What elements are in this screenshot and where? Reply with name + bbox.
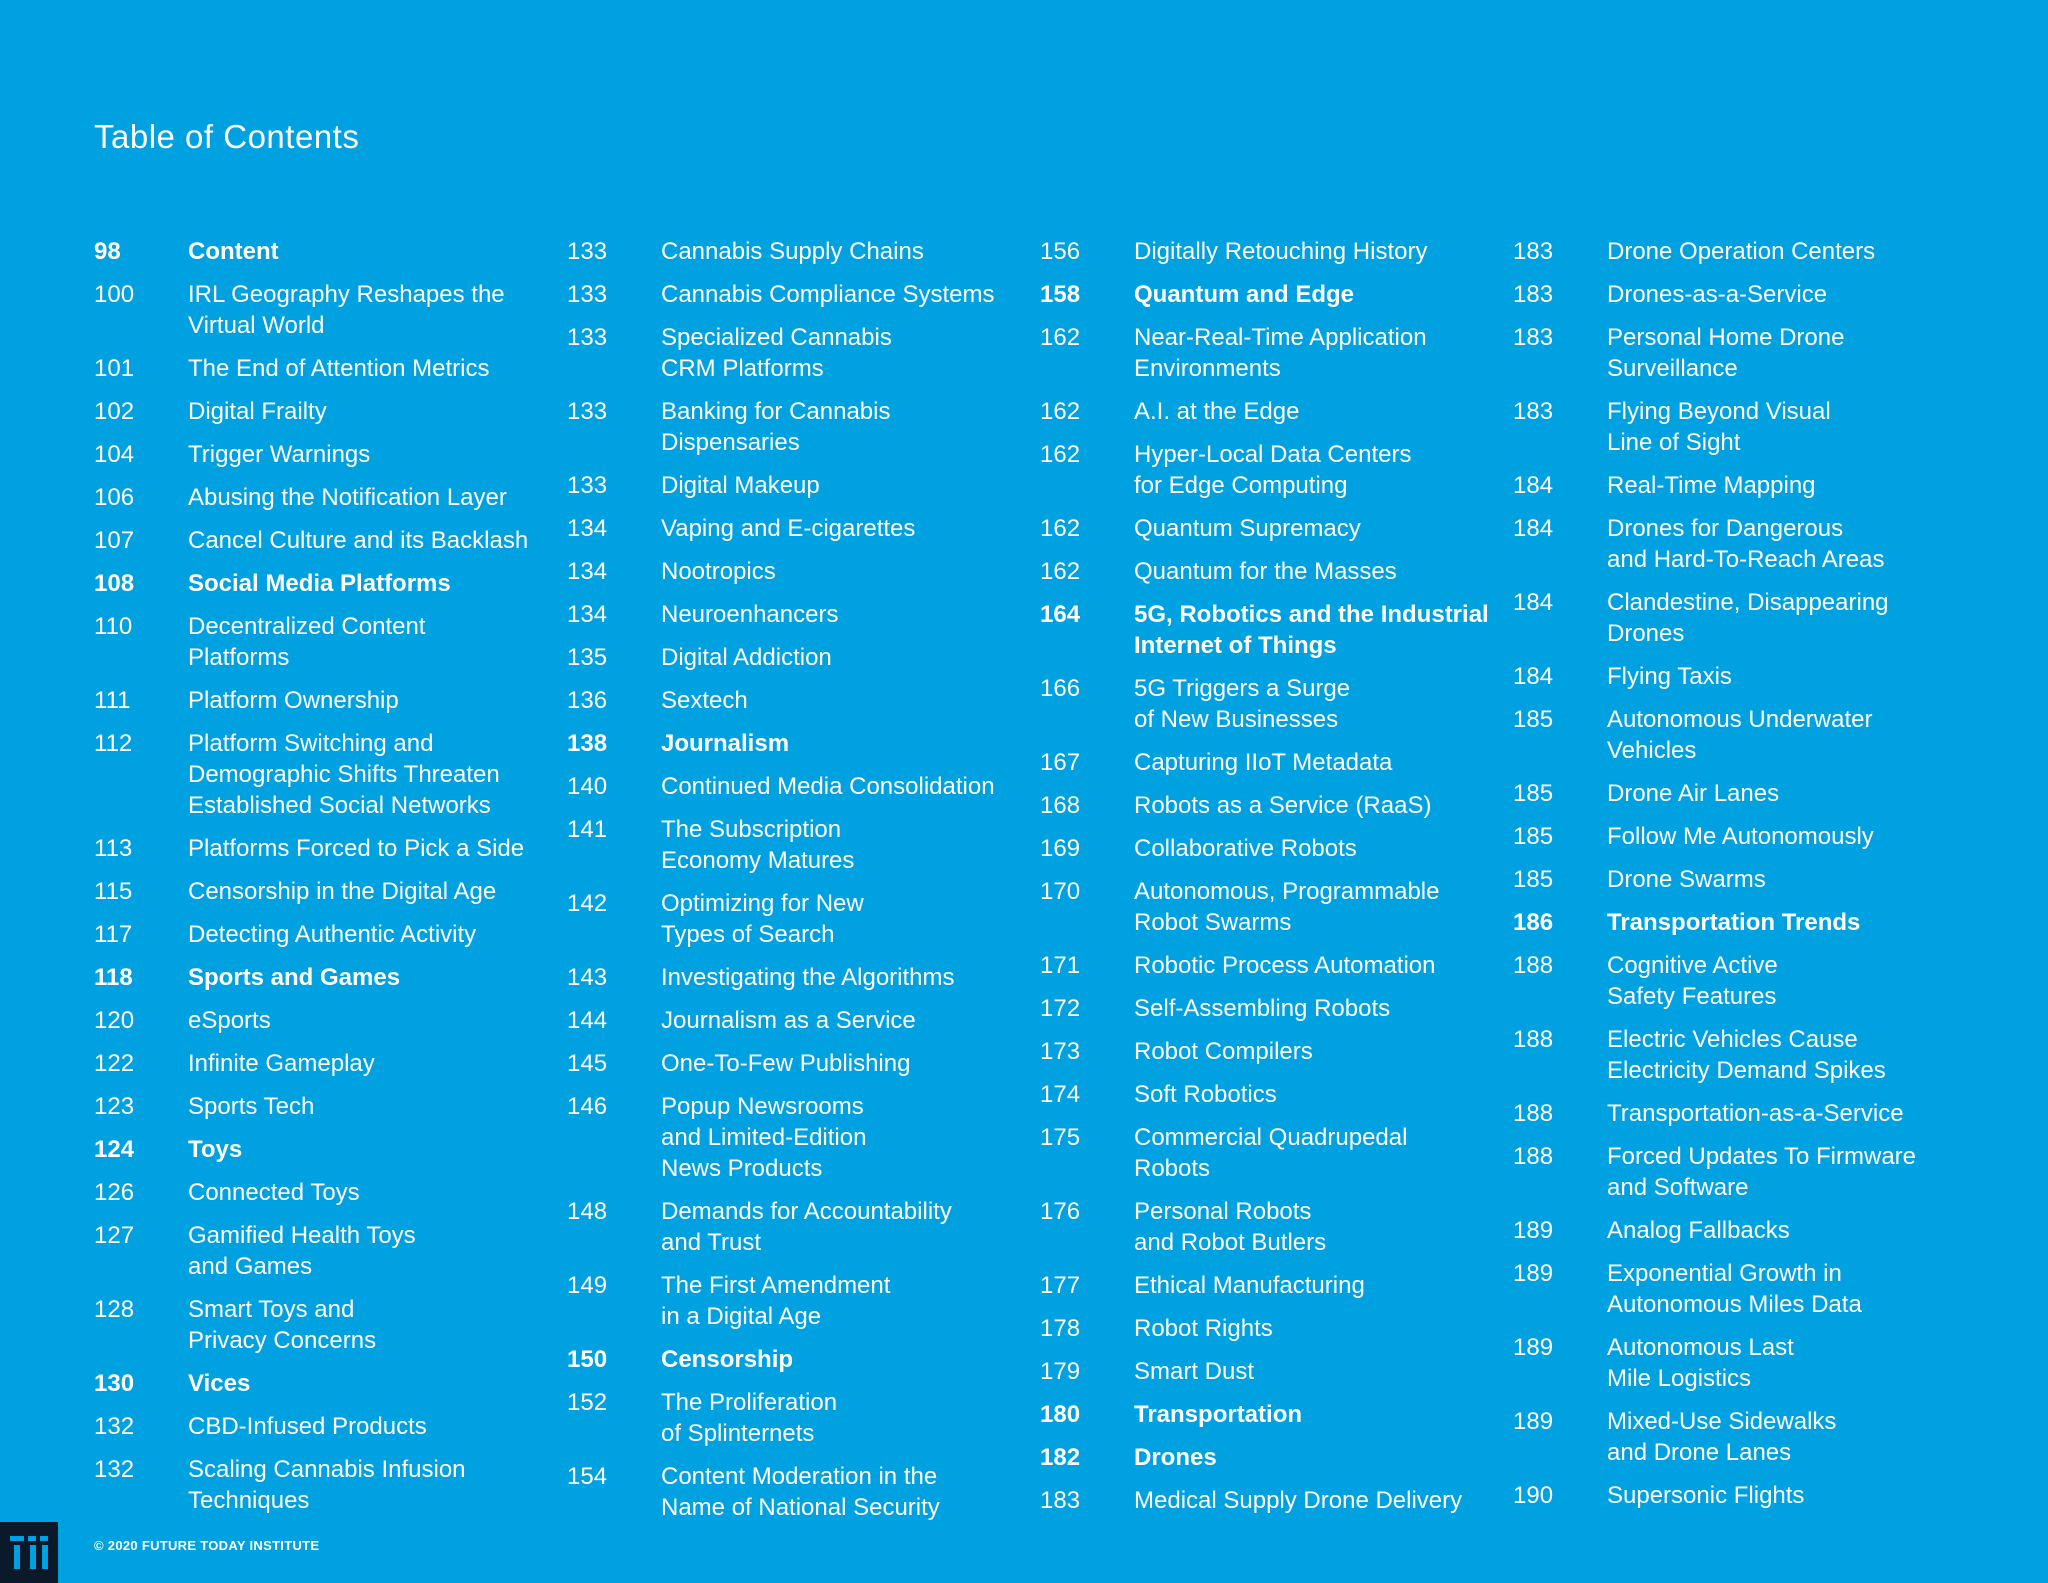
toc-page-number: 102 [94,398,135,425]
toc-section-entry [1513,907,1983,938]
toc-entry [1513,864,1983,895]
toc-page-number: 184 [1513,663,1554,690]
toc-page-number: 133 [567,238,608,265]
toc-page-number: 170 [1040,878,1081,905]
toc-entry [94,919,564,950]
toc-page-number: 145 [567,1050,608,1077]
toc-entry-title: The End of Attention Metrics [188,355,490,382]
toc-page-number: 124 [94,1136,135,1163]
toc-page-number: 188 [1513,1143,1554,1170]
toc-entry [94,728,564,821]
toc-page-number: 132 [94,1413,135,1440]
toc-page-number: 127 [94,1222,135,1249]
toc-entry-title: Popup Newsrooms and Limited-Edition News Products [661,1093,867,1182]
toc-entry [94,1091,564,1122]
toc-page-number: 183 [1513,324,1554,351]
toc-entry-title: Cannabis Supply Chains [661,238,924,265]
toc-page-number: 162 [1040,515,1081,542]
toc-entry-title: Self-Assembling Robots [1134,995,1391,1022]
toc-page-number: 154 [567,1463,608,1490]
toc-entry [567,1461,1037,1523]
toc-entry [1513,1258,1983,1320]
toc-page-number: 178 [1040,1315,1081,1342]
toc-page-number: 190 [1513,1482,1554,1509]
toc-column-2 [567,236,1037,1535]
toc-page-number: 123 [94,1093,135,1120]
toc-entry-title: One-To-Few Publishing [661,1050,911,1077]
toc-entry [1040,833,1510,864]
toc-entry [94,1177,564,1208]
toc-entry-title: Journalism as a Service [661,1007,916,1034]
toc-entry [567,888,1037,950]
toc-entry-title: Quantum and Edge [1134,281,1355,308]
toc-entry-title: Soft Robotics [1134,1081,1277,1108]
toc-entry [94,611,564,673]
toc-entry [1513,1480,1983,1511]
toc-entry-title: CBD-Infused Products [188,1413,427,1440]
toc-entry-title: Robot Rights [1134,1315,1273,1342]
toc-column-1 [94,236,564,1528]
toc-page-number: 115 [94,878,133,905]
toc-column-3 [1040,236,1510,1528]
toc-entry [567,513,1037,544]
toc-page-number: 126 [94,1179,135,1206]
toc-entry [1513,1406,1983,1468]
toc-entry [567,1048,1037,1079]
toc-page-number: 171 [1040,952,1081,979]
toc-entry-title: Robots as a Service (RaaS) [1134,792,1432,819]
toc-entry [1040,950,1510,981]
toc-entry [1040,1313,1510,1344]
toc-page-number: 166 [1040,675,1081,702]
toc-entry-title: Electric Vehicles Cause Electricity Demand Spikes [1607,1026,1886,1084]
toc-entry-title: Clandestine, Disappearing Drones [1607,589,1889,647]
toc-entry-title: Connected Toys [188,1179,360,1206]
toc-entry [567,814,1037,876]
toc-entry [1513,704,1983,766]
toc-page-number: 185 [1513,706,1554,733]
toc-entry-title: eSports [188,1007,271,1034]
toc-entry [567,1196,1037,1258]
toc-page-number: 179 [1040,1358,1081,1385]
toc-entry-title: A.I. at the Edge [1134,398,1300,425]
toc-entry-title: Content Moderation in the Name of National Security [661,1463,940,1521]
toc-section-entry [567,728,1037,759]
toc-entry-title: Digitally Retouching History [1134,238,1428,265]
toc-page-number: 142 [567,890,608,917]
toc-entry-title: Sextech [661,687,748,714]
toc-entry [94,482,564,513]
toc-entry [1513,322,1983,384]
toc-entry-title: Content [188,238,279,265]
toc-entry [1040,1270,1510,1301]
toc-entry-title: IRL Geography Reshapes the Virtual World [188,281,505,339]
fti-logo-icon [0,1522,58,1583]
toc-entry [1513,587,1983,649]
toc-section-entry [94,1368,564,1399]
toc-section-entry [1040,599,1510,661]
toc-page-number: 134 [567,601,608,628]
toc-entry-title: Vaping and E-cigarettes [661,515,916,542]
toc-entry-title: Medical Supply Drone Delivery [1134,1487,1463,1514]
toc-entry-title: Trigger Warnings [188,441,371,468]
toc-entry-title: Cannabis Compliance Systems [661,281,995,308]
toc-entry-title: Near-Real-Time Application Environments [1134,324,1427,382]
toc-page-number: 130 [94,1370,135,1397]
toc-page-number: 186 [1513,909,1554,936]
toc-page-number: 185 [1513,866,1554,893]
toc-entry-title: Follow Me Autonomously [1607,823,1874,850]
toc-entry [567,396,1037,458]
toc-entry-title: Autonomous Underwater Vehicles [1607,706,1873,764]
toc-entry-title: Vices [188,1370,251,1397]
toc-entry [567,279,1037,310]
toc-entry-title: The Subscription Economy Matures [661,816,855,874]
toc-entry-title: Detecting Authentic Activity [188,921,477,948]
toc-entry-title: Drones for Dangerous and Hard-To-Reach Areas [1607,515,1885,573]
toc-entry-title: Scaling Cannabis Infusion Techniques [188,1456,466,1514]
toc-page-number: 167 [1040,749,1081,776]
toc-entry-title: Abusing the Notification Layer [188,484,507,511]
toc-page-number: 133 [567,324,608,351]
toc-entry [1040,790,1510,821]
toc-page-number: 104 [94,441,135,468]
toc-entry-title: Sports Tech [188,1093,315,1120]
toc-page-number: 158 [1040,281,1081,308]
toc-entry-title: Nootropics [661,558,776,585]
toc-entry [1040,1356,1510,1387]
toc-entry-title: Drones-as-a-Service [1607,281,1828,308]
toc-entry-title: Platform Ownership [188,687,399,714]
toc-page-number: 120 [94,1007,135,1034]
toc-column-4 [1513,236,1983,1523]
toc-entry [94,1005,564,1036]
toc-page-number: 183 [1513,281,1554,308]
toc-entry [1513,1332,1983,1394]
toc-entry-title: Quantum Supremacy [1134,515,1361,542]
toc-page-number: 162 [1040,398,1081,425]
toc-page-number: 183 [1513,398,1554,425]
toc-page-number: 164 [1040,601,1081,628]
toc-section-entry [94,236,564,267]
toc-page-number: 169 [1040,835,1081,862]
toc-entry [94,279,564,341]
toc-entry [94,685,564,716]
toc-page-number: 188 [1513,1100,1554,1127]
toc-entry-title: Drone Swarms [1607,866,1766,893]
toc-page-number: 135 [567,644,608,671]
toc-page-number: 162 [1040,324,1081,351]
toc-entry-title: Drone Air Lanes [1607,780,1780,807]
toc-entry-title: Analog Fallbacks [1607,1217,1790,1244]
toc-entry [1513,778,1983,809]
toc-entry [1513,396,1983,458]
toc-entry-title: Cognitive Active Safety Features [1607,952,1778,1010]
toc-section-entry [1040,1442,1510,1473]
toc-entry-title: Digital Makeup [661,472,820,499]
toc-page-number: 184 [1513,472,1554,499]
toc-page-number: 111 [94,687,131,714]
toc-entry-title: Hyper-Local Data Centers for Edge Computing [1134,441,1412,499]
toc-entry-title: Digital Frailty [188,398,327,425]
toc-entry-title: Real-Time Mapping [1607,472,1816,499]
toc-page-number: 162 [1040,441,1081,468]
toc-entry [94,1220,564,1282]
toc-entry-title: Transportation-as-a-Service [1607,1100,1904,1127]
toc-entry-title: Autonomous, Programmable Robot Swarms [1134,878,1440,936]
toc-page-number: 118 [94,964,133,991]
toc-entry-title: Capturing IIoT Metadata [1134,749,1393,776]
toc-entry [1040,1079,1510,1110]
toc-page-number: 122 [94,1050,135,1077]
toc-entry-title: Demands for Accountability and Trust [661,1198,952,1256]
toc-entry [1040,747,1510,778]
toc-entry-title: Mixed-Use Sidewalks and Drone Lanes [1607,1408,1837,1466]
toc-entry-title: Infinite Gameplay [188,1050,375,1077]
toc-entry [1513,821,1983,852]
toc-entry-title: The Proliferation of Splinternets [661,1389,838,1447]
toc-entry-title: Ethical Manufacturing [1134,1272,1365,1299]
toc-entry [1513,1141,1983,1203]
toc-section-entry [567,1344,1037,1375]
toc-entry [567,470,1037,501]
toc-section-entry [94,962,564,993]
toc-page-number: 188 [1513,952,1554,979]
toc-page-number: 176 [1040,1198,1081,1225]
toc-page-number: 185 [1513,823,1554,850]
toc-entry [567,1387,1037,1449]
toc-page-number: 146 [567,1093,608,1120]
toc-entry-title: The First Amendment in a Digital Age [661,1272,891,1330]
toc-page-number: 117 [94,921,133,948]
toc-entry [1513,279,1983,310]
toc-entry [567,236,1037,267]
toc-entry [567,1270,1037,1332]
toc-entry-title: Cancel Culture and its Backlash [188,527,529,554]
toc-page-number: 173 [1040,1038,1081,1065]
toc-entry [567,1091,1037,1184]
toc-entry [1040,1485,1510,1516]
toc-page-number: 138 [567,730,608,757]
toc-entry [94,525,564,556]
toc-page-number: 177 [1040,1272,1081,1299]
toc-page-number: 140 [567,773,608,800]
toc-entry-title: Toys [188,1136,243,1163]
toc-entry-title: Quantum for the Masses [1134,558,1397,585]
toc-page-number: 162 [1040,558,1081,585]
toc-entry-title: Commercial Quadrupedal Robots [1134,1124,1408,1182]
toc-page-number: 149 [567,1272,608,1299]
toc-entry [1513,1215,1983,1246]
toc-entry [1040,673,1510,735]
toc-entry [1040,1036,1510,1067]
toc-entry-title: Journalism [661,730,790,757]
toc-page-number: 113 [94,835,133,862]
toc-entry [94,353,564,384]
toc-entry-title: Autonomous Last Mile Logistics [1607,1334,1794,1392]
toc-entry [1513,1024,1983,1086]
toc-entry-title: Personal Home Drone Surveillance [1607,324,1845,382]
toc-page-number: 150 [567,1346,608,1373]
toc-section-entry [1040,279,1510,310]
toc-entry [94,1411,564,1442]
toc-page-number: 168 [1040,792,1081,819]
toc-entry-title: Investigating the Algorithms [661,964,955,991]
toc-entry-title: Supersonic Flights [1607,1482,1805,1509]
toc-page-number: 110 [94,613,133,640]
toc-page-number: 188 [1513,1026,1554,1053]
toc-page-number: 180 [1040,1401,1081,1428]
toc-entry [1040,556,1510,587]
toc-page-number: 183 [1040,1487,1081,1514]
toc-page-number: 156 [1040,238,1081,265]
toc-entry-title: Continued Media Consolidation [661,773,995,800]
toc-entry-title: Exponential Growth in Autonomous Miles Data [1607,1260,1862,1318]
toc-page-number: 112 [94,730,133,757]
toc-page-number: 134 [567,515,608,542]
toc-entry [1513,950,1983,1012]
toc-entry [567,962,1037,993]
toc-entry [567,685,1037,716]
toc-entry [1513,661,1983,692]
toc-entry [567,556,1037,587]
toc-page-number: 183 [1513,238,1554,265]
toc-entry-title: 5G, Robotics and the Industrial Internet of Things [1134,601,1489,659]
toc-page-number: 174 [1040,1081,1081,1108]
toc-entry-title: Personal Robots and Robot Butlers [1134,1198,1327,1256]
toc-entry [1040,1196,1510,1258]
toc-page-number: 152 [567,1389,608,1416]
toc-entry [1040,993,1510,1024]
toc-entry [94,833,564,864]
toc-entry [94,1294,564,1356]
toc-entry-title: Digital Addiction [661,644,832,671]
toc-entry [1040,396,1510,427]
toc-page-number: 189 [1513,1334,1554,1361]
toc-entry [1040,322,1510,384]
toc-page-number: 184 [1513,589,1554,616]
toc-page-number: 184 [1513,515,1554,542]
toc-entry-title: Specialized Cannabis CRM Platforms [661,324,892,382]
toc-entry [567,642,1037,673]
toc-entry [567,771,1037,802]
toc-page-number: 143 [567,964,608,991]
toc-page-number: 100 [94,281,135,308]
toc-entry-title: 5G Triggers a Surge of New Businesses [1134,675,1351,733]
toc-entry-title: Collaborative Robots [1134,835,1357,862]
toc-entry-title: Decentralized Content Platforms [188,613,426,671]
toc-section-entry [94,1134,564,1165]
toc-entry-title: Drones [1134,1444,1217,1471]
toc-page-number: 133 [567,281,608,308]
toc-page-number: 107 [94,527,135,554]
toc-entry [1513,236,1983,267]
toc-section-entry [1040,1399,1510,1430]
toc-page-number: 108 [94,570,135,597]
toc-entry-title: Banking for Cannabis Dispensaries [661,398,891,456]
toc-page-number: 172 [1040,995,1081,1022]
page-title: Table of Contents [94,118,360,155]
toc-entry-title: Flying Beyond Visual Line of Sight [1607,398,1831,456]
toc-page-number: 134 [567,558,608,585]
toc-entry [1513,1098,1983,1129]
toc-entry-title: Forced Updates To Firmware and Software [1607,1143,1916,1201]
toc-page-number: 189 [1513,1408,1554,1435]
toc-page-number: 106 [94,484,135,511]
toc-page-number: 141 [567,816,608,843]
toc-page-number: 133 [567,398,608,425]
toc-entry-title: Platform Switching and Demographic Shifts Threaten Established Social Networks [188,730,500,819]
toc-entry-title: Transportation Trends [1607,909,1861,936]
toc-entry-title: Robot Compilers [1134,1038,1313,1065]
toc-entry-title: Sports and Games [188,964,401,991]
toc-entry [1040,439,1510,501]
toc-page-number: 144 [567,1007,608,1034]
toc-page-number: 189 [1513,1217,1554,1244]
toc-page-number: 128 [94,1296,135,1323]
toc-entry-title: Flying Taxis [1607,663,1732,690]
copyright-footer: © 2020 FUTURE TODAY INSTITUTE [94,1538,320,1553]
toc-entry-title: Censorship [661,1346,794,1373]
toc-page-number: 185 [1513,780,1554,807]
toc-entry-title: Social Media Platforms [188,570,451,597]
toc-entry-title: Neuroenhancers [661,601,839,628]
toc-entry [1040,513,1510,544]
toc-page-number: 101 [94,355,135,382]
toc-page-number: 133 [567,472,608,499]
toc-entry-title: Censorship in the Digital Age [188,878,497,905]
toc-page-number: 182 [1040,1444,1081,1471]
toc-entry-title: Platforms Forced to Pick a Side [188,835,525,862]
toc-entry [567,322,1037,384]
toc-entry [1040,876,1510,938]
toc-entry-title: Transportation [1134,1401,1303,1428]
toc-page-number: 136 [567,687,608,714]
toc-entry-title: Drone Operation Centers [1607,238,1876,265]
toc-page-number: 189 [1513,1260,1554,1287]
toc-entry-title: Smart Toys and Privacy Concerns [188,1296,377,1354]
toc-page-number: 175 [1040,1124,1081,1151]
toc-entry-title: Robotic Process Automation [1134,952,1436,979]
toc-entry [94,396,564,427]
toc-entry [567,1005,1037,1036]
toc-page-number: 98 [94,238,121,265]
toc-section-entry [94,568,564,599]
toc-entry [1513,470,1983,501]
toc-entry [1040,1122,1510,1184]
toc-entry [94,1454,564,1516]
toc-page-number: 132 [94,1456,135,1483]
toc-entry [94,876,564,907]
toc-entry [567,599,1037,630]
toc-page-number: 148 [567,1198,608,1225]
toc-entry-title: Smart Dust [1134,1358,1255,1385]
toc-entry [94,439,564,470]
toc-entry-title: Gamified Health Toys and Games [188,1222,416,1280]
toc-entry [1040,236,1510,267]
toc-entry [94,1048,564,1079]
toc-entry [1513,513,1983,575]
toc-entry-title: Optimizing for New Types of Search [661,890,864,948]
